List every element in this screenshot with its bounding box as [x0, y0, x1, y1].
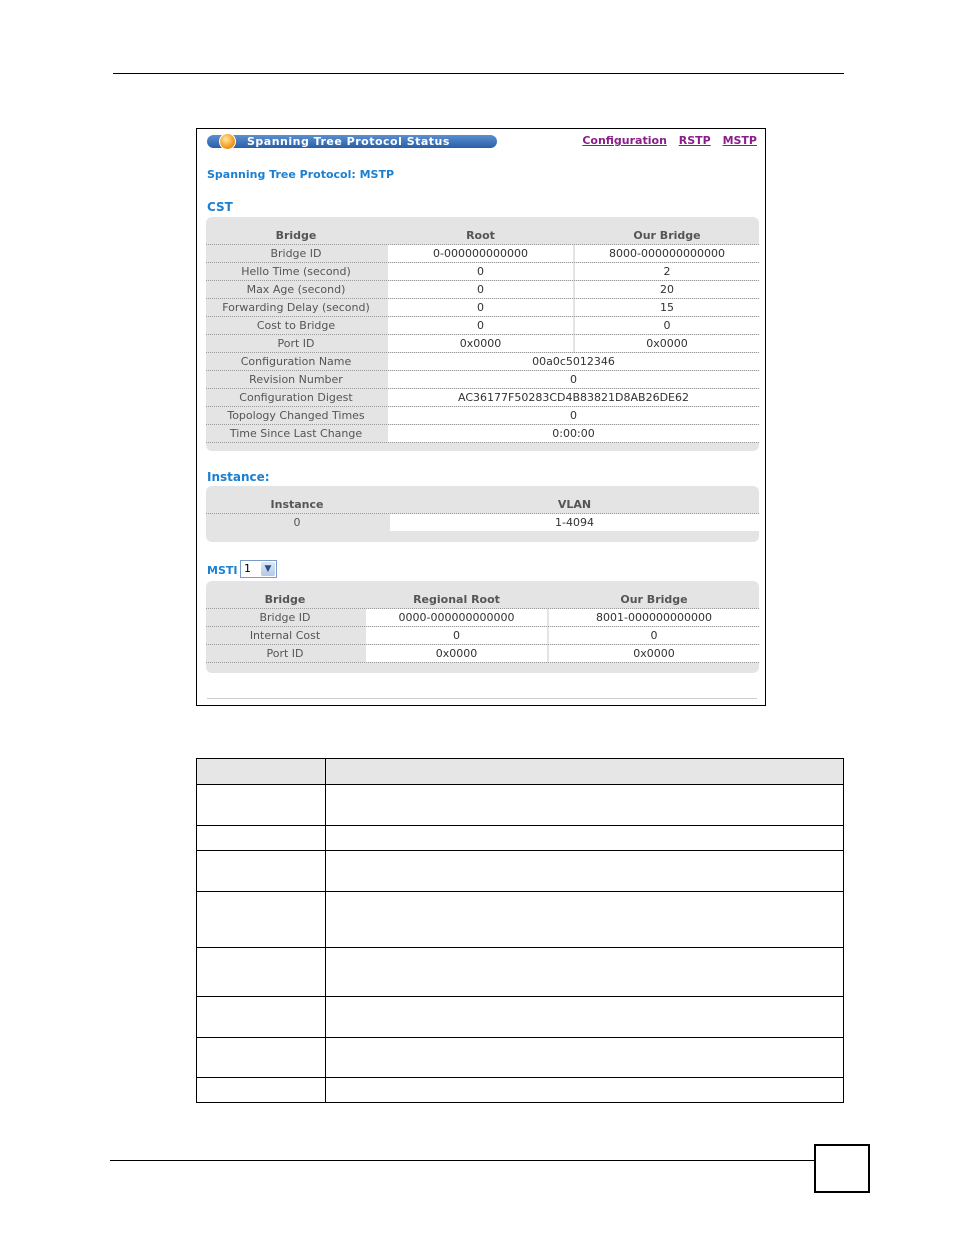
msti-select[interactable]: [240, 560, 277, 578]
root-value: 0x0000: [388, 335, 573, 352]
table-header-row: [197, 759, 844, 785]
protocol-heading: Spanning Tree Protocol: MSTP: [207, 168, 395, 181]
panel-title-bar: [207, 135, 497, 148]
cst-heading: CST: [207, 200, 233, 214]
row-label: Configuration Digest: [206, 389, 386, 406]
table-row: [206, 407, 759, 425]
table-row: [197, 1078, 844, 1103]
row-label: Hello Time (second): [206, 263, 386, 280]
table-cell: [325, 826, 843, 851]
table-row: [206, 281, 759, 299]
our-value: 8001-000000000000: [549, 609, 759, 626]
row-label: Revision Number: [206, 371, 386, 388]
table-cell: [325, 1078, 843, 1103]
rstp-link[interactable]: RSTP: [678, 134, 711, 147]
col-bridge: Bridge: [275, 229, 317, 242]
table-cell: [197, 1078, 326, 1103]
row-value: 0: [388, 407, 759, 424]
table-row: [197, 892, 844, 948]
table-row: [197, 851, 844, 892]
cst-header-row: [206, 227, 759, 245]
configuration-link[interactable]: Configuration: [582, 134, 667, 147]
panel-divider: [207, 698, 757, 699]
table-row: [197, 1038, 844, 1078]
vlan-value: 1-4094: [390, 514, 759, 531]
table-cell: [197, 948, 326, 997]
root-value: 0: [388, 299, 573, 316]
row-value: 0:00:00: [388, 425, 759, 442]
row-value: 0: [388, 371, 759, 388]
col-root: Root: [466, 229, 495, 242]
table-row: [197, 826, 844, 851]
our-value: 8000-000000000000: [575, 245, 759, 262]
col-our-bridge: Our Bridge: [633, 229, 701, 242]
msti-table: [206, 581, 759, 673]
table-row: [206, 389, 759, 407]
col-instance: Instance: [270, 498, 324, 511]
table-cell: [197, 997, 326, 1038]
table-row: [206, 353, 759, 371]
chevron-down-icon[interactable]: ▼: [261, 562, 275, 576]
instance-header-row: [206, 496, 759, 514]
our-value: 0x0000: [575, 335, 759, 352]
top-links: [574, 134, 757, 147]
table-row: [197, 785, 844, 826]
row-label: Bridge ID: [206, 609, 364, 626]
table-cell: [325, 997, 843, 1038]
table-row: [197, 997, 844, 1038]
row-label: Configuration Name: [206, 353, 386, 370]
table-row: [197, 948, 844, 997]
our-value: 0x0000: [549, 645, 759, 662]
table-row: [206, 371, 759, 389]
table-row: [206, 609, 759, 627]
col-bridge: Bridge: [264, 593, 306, 606]
instance-value: 0: [206, 514, 388, 531]
table-cell: [325, 948, 843, 997]
table-cell: [325, 785, 843, 826]
stp-status-panel: [196, 128, 766, 706]
table-row: [206, 627, 759, 645]
table-row: [206, 245, 759, 263]
table-cell: [197, 892, 326, 948]
mstp-link[interactable]: MSTP: [722, 134, 757, 147]
row-label: Time Since Last Change: [206, 425, 386, 442]
table-cell: [197, 851, 326, 892]
table-row: [206, 645, 759, 663]
row-label: Cost to Bridge: [206, 317, 386, 334]
table-row: [206, 299, 759, 317]
msti-selected-value: 1: [244, 562, 251, 575]
table-cell: [197, 1038, 326, 1078]
table-cell: [325, 892, 843, 948]
row-value: 00a0c5012346: [388, 353, 759, 370]
row-label: Port ID: [206, 645, 364, 662]
root-value: 0x0000: [366, 645, 547, 662]
footer-rule: [110, 1160, 815, 1161]
row-label: Forwarding Delay (second): [206, 299, 386, 316]
msti-header-row: [206, 591, 759, 609]
instance-heading: Instance:: [207, 470, 270, 484]
row-label: Max Age (second): [206, 281, 386, 298]
row-label: Bridge ID: [206, 245, 386, 262]
root-value: 0: [388, 317, 573, 334]
table-row: [206, 335, 759, 353]
row-label: Port ID: [206, 335, 386, 352]
table-row: [206, 317, 759, 335]
table-cell: [325, 1038, 843, 1078]
our-value: 0: [575, 317, 759, 334]
header-rule: [113, 73, 844, 74]
root-value: 0: [388, 263, 573, 280]
root-value: 0: [388, 281, 573, 298]
our-value: 20: [575, 281, 759, 298]
col-vlan: VLAN: [557, 498, 592, 511]
row-label: Topology Changed Times: [206, 407, 386, 424]
table-cell: [197, 785, 326, 826]
row-label: Internal Cost: [206, 627, 364, 644]
orb-icon: [219, 133, 236, 150]
table-cell: [197, 826, 326, 851]
col-our-bridge: Our Bridge: [620, 593, 688, 606]
panel-title: Spanning Tree Protocol Status: [247, 135, 450, 148]
instance-table: [206, 486, 759, 542]
root-value: 0-000000000000: [388, 245, 573, 262]
our-value: 0: [549, 627, 759, 644]
our-value: 15: [575, 299, 759, 316]
table-cell: [197, 759, 326, 785]
row-value: AC36177F50283CD4B83821D8AB26DE62: [388, 389, 759, 406]
root-value: 0: [366, 627, 547, 644]
root-value: 0000-000000000000: [366, 609, 547, 626]
table-cell: [325, 759, 843, 785]
description-table: [196, 758, 844, 1103]
msti-label: MSTI: [207, 564, 238, 577]
col-regional-root: Regional Root: [413, 593, 500, 606]
page-number-box: [814, 1144, 870, 1193]
cst-table: [206, 217, 759, 451]
table-cell: [325, 851, 843, 892]
our-value: 2: [575, 263, 759, 280]
table-row: [206, 514, 759, 532]
table-row: [206, 263, 759, 281]
table-row: [206, 425, 759, 443]
